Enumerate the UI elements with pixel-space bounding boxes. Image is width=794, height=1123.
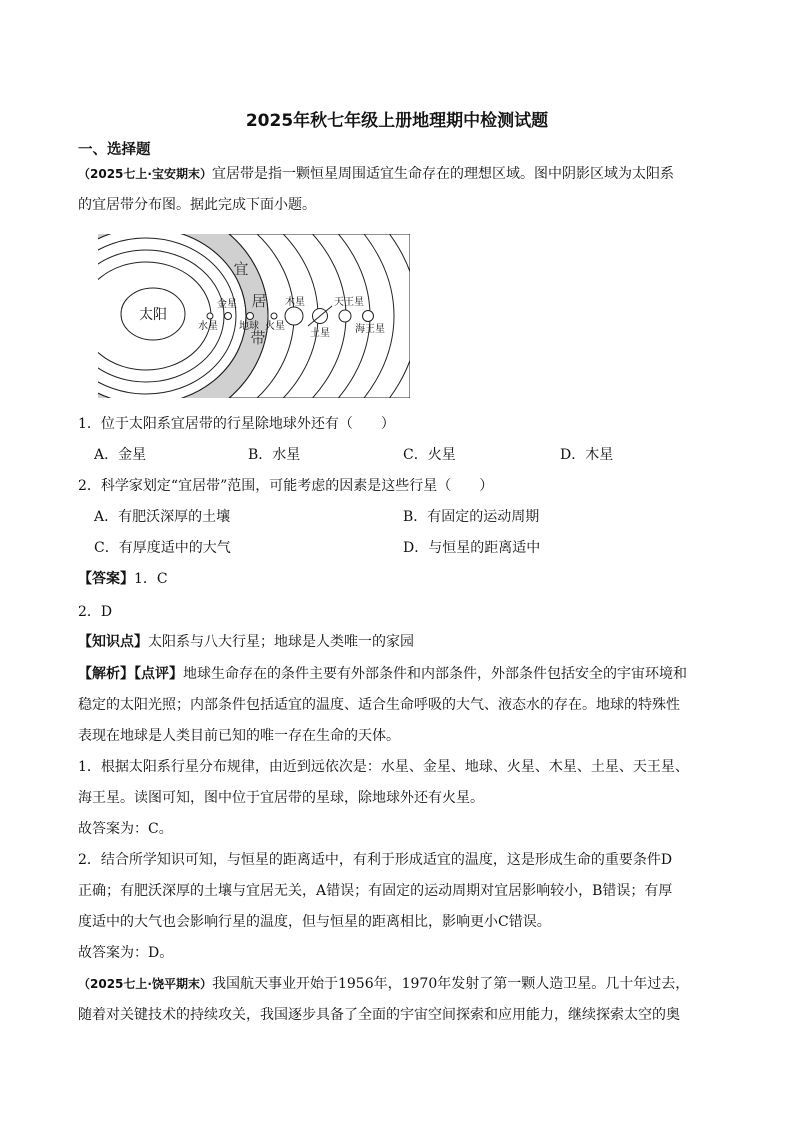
analysis-text-1: 地球生命存在的条件主要有外部条件和内部条件，外部条件包括安全的宇宙环境和 (183, 666, 687, 682)
q1-option-b: B．水星 (248, 447, 301, 463)
zone-label-3: 带 (250, 329, 266, 347)
knowledge-text: 太阳系与八大行星；地球是人类唯一的家园 (148, 634, 414, 650)
analysis-p2-answer: 故答案为：D。 (78, 945, 174, 961)
neptune-label: 海王星 (355, 324, 385, 335)
uranus-label: 天王星 (334, 297, 364, 308)
mars-label: 火星 (265, 321, 285, 332)
earth-label: 地球 (239, 321, 259, 332)
next-intro-text: 我国航天事业开始于1956年，1970年发射了第一颗人造卫星。几十年过去， (211, 976, 690, 992)
next-intro-line-1 (78, 974, 689, 994)
answer-1: 1．C (134, 571, 168, 587)
analysis-p1-answer: 故答案为：C。 (78, 821, 173, 837)
analysis-p1-line-1: 1．根据太阳系行星分布规律，由近到远依次是：水星、金星、地球、火星、木星、土星、天王星、 (78, 759, 689, 775)
source-tag: （2025七上·宝安期末） (78, 167, 212, 181)
q1-option-d: D．木星 (560, 447, 614, 463)
habitable-zone-figure (98, 234, 410, 398)
zone-label-2: 居 (251, 292, 267, 310)
intro-text: 宜居带是指一颗恒星周围适宜生命存在的理想区域。图中阴影区域为太阳系 (211, 166, 674, 182)
q2-stem: 2．科学家划定“宜居带”范围，可能考虑的因素是这些行星（ ） (78, 478, 494, 494)
q1-option-a: A．金星 (94, 447, 147, 463)
analysis-line-1 (78, 664, 687, 684)
intro-line-2: 的宜居带分布图。据此完成下面小题。 (78, 197, 316, 213)
answer-line (78, 569, 168, 589)
uranus-dot (339, 310, 351, 322)
analysis-p2-line-3: 度适中的大气也会影响行星的温度，但与恒星的距离相比，影响更小C错误。 (78, 914, 551, 930)
venus-label: 金星 (217, 299, 237, 310)
page-title: 2025年秋七年级上册地理期中检测试题 (245, 111, 549, 131)
q2-option-d: D．与恒星的距离适中 (403, 540, 541, 556)
zone-label-1: 宜 (233, 260, 249, 278)
answer-2: 2．D (78, 604, 113, 620)
analysis-p2-line-1: 2．结合所学知识可知，与恒星的距离适中，有利于形成适宜的温度，这是形成生命的重要条件D (78, 852, 673, 868)
section-heading: 一、选择题 (78, 142, 151, 158)
saturn-label: 土星 (310, 328, 330, 339)
analysis-line-3: 表现在地球是人类目前已知的唯一存在生命的天体。 (78, 728, 400, 744)
venus-dot (225, 313, 232, 320)
jupiter-label: 木星 (285, 297, 305, 308)
next-source-tag: （2025七上·饶平期末） (78, 977, 212, 991)
q1-stem: 1．位于太阳系宜居带的行星除地球外还有（ ） (78, 416, 395, 432)
q2-option-c: C．有厚度适中的大气 (94, 540, 231, 556)
knowledge-line (78, 632, 414, 652)
q1-option-c: C．火星 (403, 447, 456, 463)
sun-label: 太阳 (139, 307, 167, 323)
analysis-p1-line-2: 海王星。读图可知，图中位于宜居带的星球，除地球外还有火星。 (78, 790, 484, 806)
q2-option-b: B．有固定的运动周期 (403, 509, 540, 525)
q2-option-a: A．有肥沃深厚的土壤 (94, 509, 231, 525)
mars-dot (271, 313, 277, 319)
analysis-label: 【解析】【点评】 (78, 666, 183, 682)
earth-dot (247, 313, 254, 320)
analysis-line-2: 稳定的太阳光照；内部条件包括适宜的温度、适合生命呼吸的大气、液态水的存在。地球的特殊性 (78, 697, 680, 713)
analysis-p2-line-2: 正确；有肥沃深厚的土壤与宜居无关，A错误；有固定的运动周期对宜居影响较小，B错误；有厚 (78, 883, 673, 899)
answer-label: 【答案】 (78, 571, 134, 587)
intro-line-1 (78, 164, 674, 184)
neptune-dot (363, 311, 374, 322)
next-intro-line-2: 随着对关键技术的持续攻关，我国逐步具备了全面的宇宙空间探索和应用能力，继续探索太空的奥 (78, 1007, 680, 1023)
mercury-label: 水星 (198, 321, 218, 332)
knowledge-label: 【知识点】 (78, 634, 148, 650)
jupiter-dot (285, 307, 303, 325)
mercury-dot (207, 313, 213, 319)
